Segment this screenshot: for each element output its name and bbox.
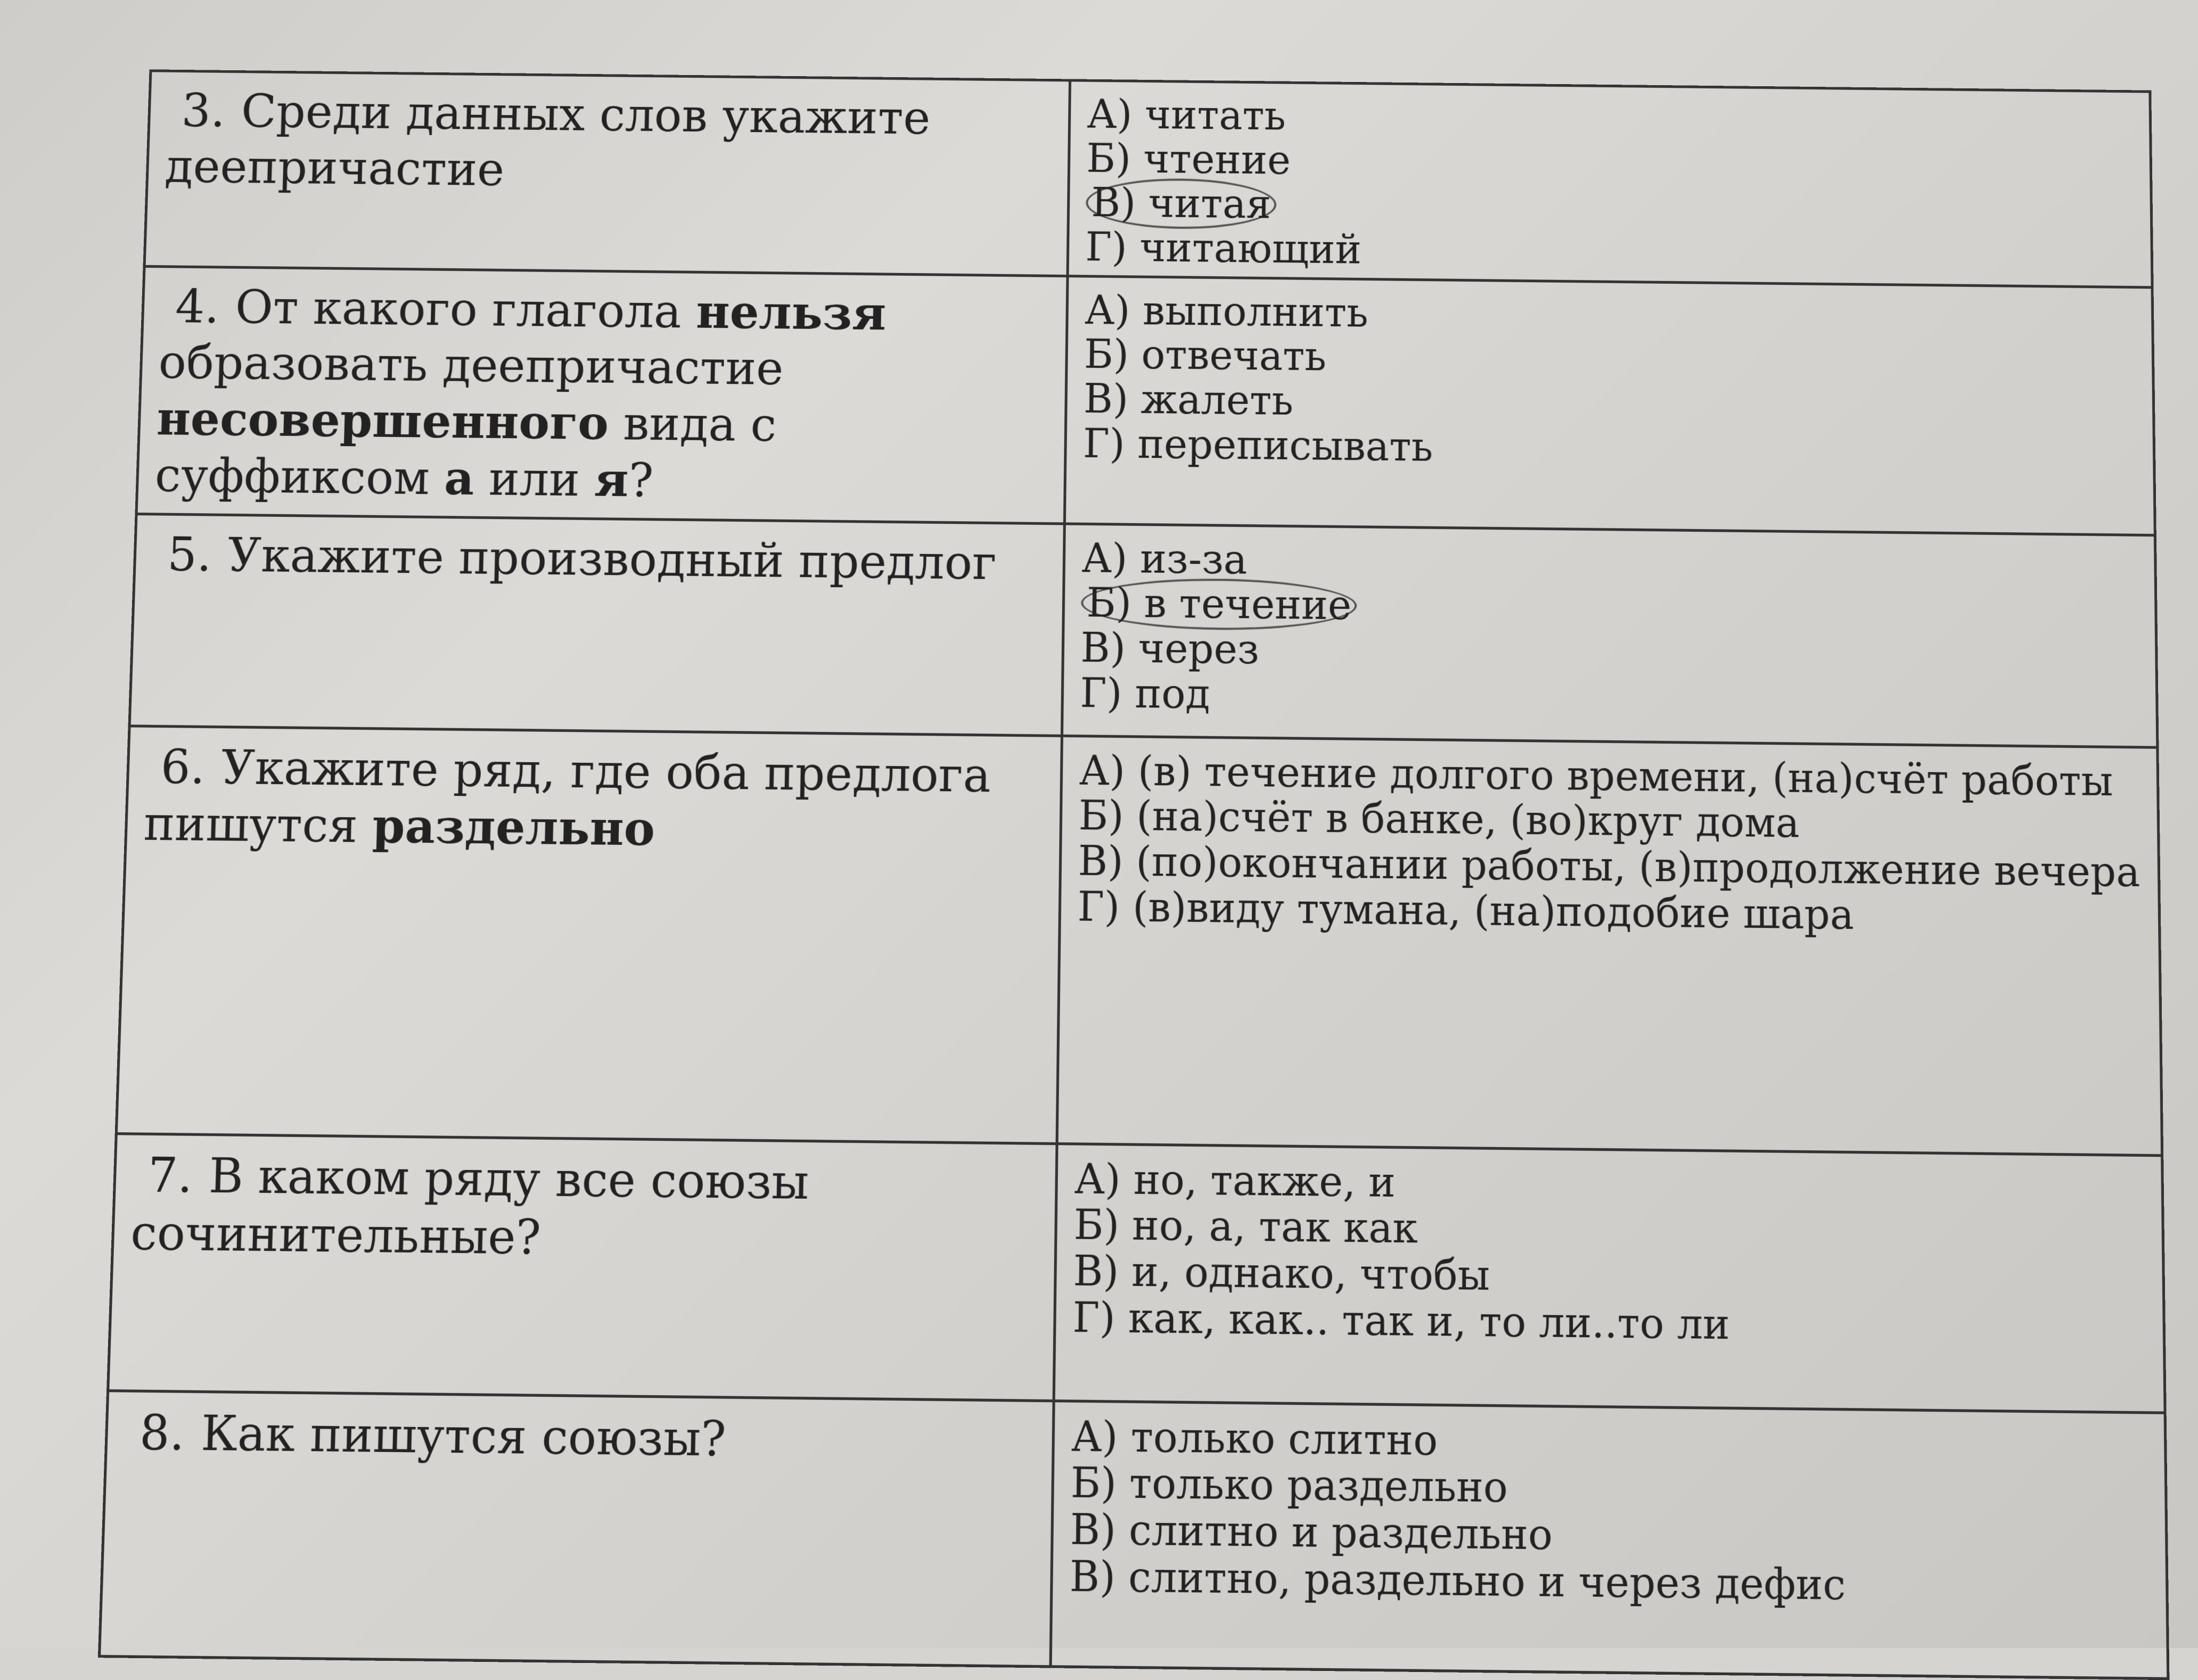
question-text: Укажите производный предлог: [227, 528, 997, 590]
answer-cell-4: [1065, 276, 2155, 535]
option-a: А) (в) течение долгого времени, (на)счёт работы: [1079, 747, 2113, 805]
question-row-7: [108, 1133, 2165, 1412]
question-number: 8.: [138, 1404, 186, 1462]
option-g: Г) (в)виду тумана, (на)подобие шара: [1077, 883, 1854, 939]
option-g: Г) как, как.. так и, то ли..то ли: [1072, 1294, 1730, 1349]
bold-part: нельзя: [695, 284, 887, 341]
question-number: 5.: [166, 527, 213, 582]
option-a: А) читать: [1087, 91, 1286, 139]
question-row-4: [136, 266, 2155, 535]
question-number: 4.: [174, 279, 220, 334]
option-a: А) из-за: [1081, 534, 1248, 583]
text-part: образовать деепричастие: [158, 335, 784, 396]
question-text: Среди данных слов укажите деепричастие: [164, 85, 931, 197]
question-number: 7.: [147, 1147, 194, 1204]
question-cell-8: [100, 1390, 1054, 1666]
quiz-table: [98, 69, 2170, 1679]
option-v: В) жалеть: [1083, 376, 1294, 425]
question-text: Как пишутся союзы?: [200, 1405, 727, 1468]
option-a: А) но, также, и: [1074, 1155, 1396, 1207]
question-number: 6.: [160, 739, 206, 795]
question-row-5: [129, 514, 2158, 747]
question-row-6: [116, 726, 2162, 1155]
bold-part: раздельно: [372, 798, 656, 857]
text-part: Укажите ряд, где оба предлога пишутся: [143, 740, 991, 854]
bold-part: а: [443, 451, 475, 506]
answer-cell-7: [1054, 1143, 2165, 1413]
bold-part: я: [594, 452, 629, 508]
option-a: А) только слитно: [1071, 1412, 1438, 1465]
answer-cell-8: [1051, 1401, 2168, 1678]
option-g: Г) переписывать: [1082, 421, 1433, 471]
question-row-8: [100, 1390, 2168, 1678]
quiz-table-wrapper: [98, 69, 2169, 1673]
pen-circle-mark: Б) в течение: [1081, 578, 1357, 631]
text-part: или: [473, 452, 595, 507]
option-b: Б) чтение: [1086, 135, 1291, 184]
option-v-second: В) слитно, раздельно и через дефис: [1069, 1552, 1846, 1610]
option-b: Б) но, а, так как: [1073, 1201, 1418, 1253]
question-text: [143, 740, 991, 857]
question-row-3: [144, 71, 2152, 287]
text-part: вида с суффиксом: [154, 397, 777, 506]
option-v: В) слитно и раздельно: [1070, 1505, 1553, 1560]
pen-circle-mark: В) читая: [1086, 177, 1277, 229]
question-cell-6: [116, 726, 1062, 1143]
question-text: [154, 280, 886, 508]
question-text: В каком ряду все союзы сочинительные?: [129, 1148, 810, 1266]
option-v: В) через: [1080, 624, 1260, 674]
option-g: Г) под: [1080, 670, 1211, 718]
question-cell-7: [108, 1133, 1057, 1401]
question-cell-4: [136, 266, 1068, 523]
option-b: Б) (на)счёт в банке, (во)круг дома: [1078, 792, 1800, 847]
option-a: А) выполнить: [1084, 287, 1368, 336]
question-cell-5: [129, 514, 1064, 736]
answer-cell-5: [1062, 523, 2158, 747]
bold-part: несовершенного: [155, 391, 610, 451]
text-part: ?: [628, 454, 654, 508]
text-part: От какого глагола: [234, 280, 697, 339]
option-b: Б) только раздельно: [1070, 1459, 1508, 1512]
answer-cell-3: [1068, 80, 2152, 287]
option-v: В) и, однако, чтобы: [1073, 1247, 1490, 1300]
answer-cell-6: [1057, 736, 2162, 1155]
option-v: В) (по)окончании работы, (в)продолжение вечера: [1078, 837, 2140, 896]
option-b: Б) отвечать: [1084, 331, 1327, 381]
option-g: Г) читающий: [1085, 224, 1362, 273]
question-number: 3.: [181, 84, 226, 138]
question-cell-3: [144, 71, 1070, 276]
